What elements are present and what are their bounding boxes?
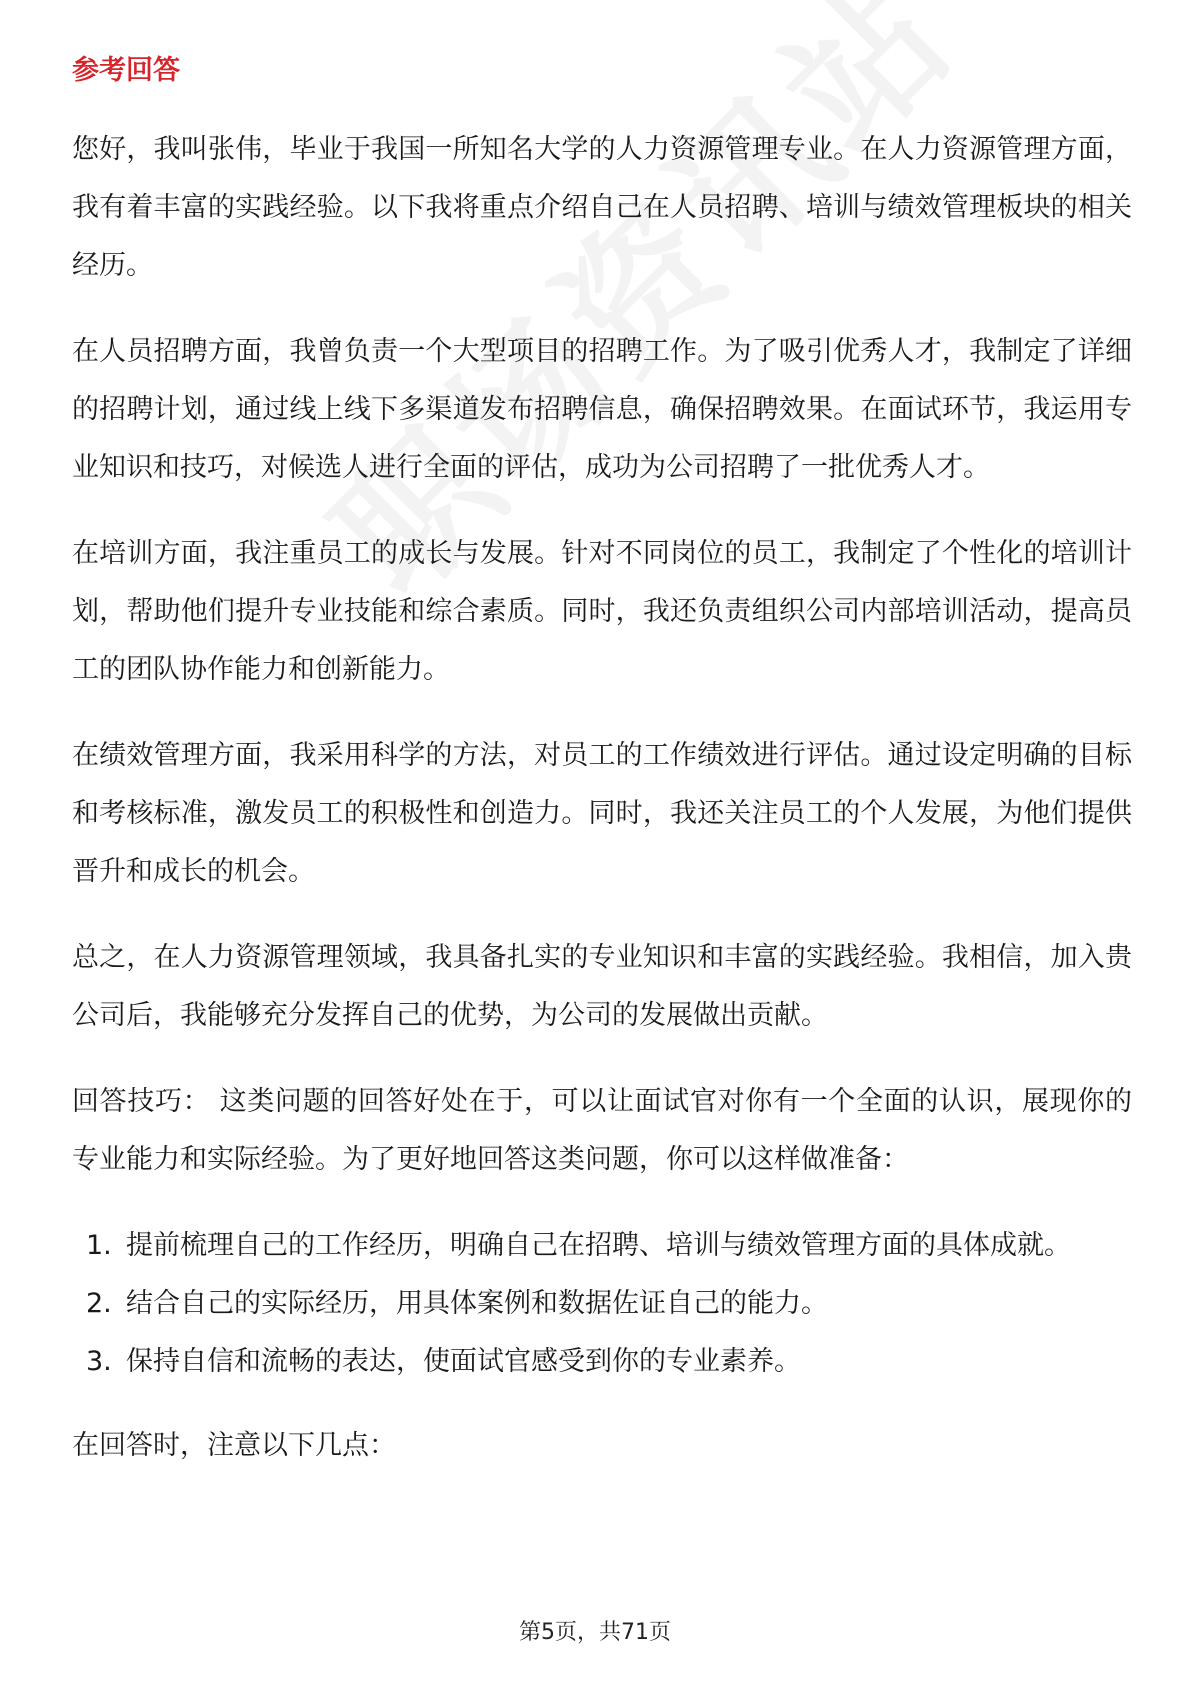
list-item-text: 结合自己的实际经历，用具体案例和数据佐证自己的能力。	[126, 1288, 828, 1319]
recruitment-paragraph: 在人员招聘方面，我曾负责一个大型项目的招聘工作。为了吸引优秀人才，我制定了详细的招聘计划，通过线上线下多渠道发布招聘信息，确保招聘效果。在面试环节，我运用专业知识和技巧，对候选人进行全面的评估，成功为公司招聘了一批优秀人才。	[72, 336, 1132, 483]
list-item-text: 保持自信和流畅的表达，使面试官感受到你的专业素养。	[126, 1346, 801, 1377]
page-footer: 第5页，共71页	[519, 1620, 671, 1645]
list-item	[72, 1333, 1132, 1391]
summary-paragraph: 总之，在人力资源管理领域，我具备扎实的专业知识和丰富的实践经验。我相信，加入贵公司后，我能够充分发挥自己的优势，为公司的发展做出贡献。	[72, 942, 1132, 1031]
list-item	[72, 1217, 1132, 1275]
list-number: 2.	[86, 1288, 112, 1319]
document-page	[72, 46, 1132, 1503]
list-number: 1.	[86, 1230, 112, 1261]
training-paragraph: 在培训方面，我注重员工的成长与发展。针对不同岗位的员工，我制定了个性化的培训计划，帮助他们提升专业技能和综合素质。同时，我还负责组织公司内部培训活动，提高员工的团队协作能力和创新能力。	[72, 538, 1132, 685]
list-item-text: 提前梳理自己的工作经历，明确自己在招聘、培训与绩效管理方面的具体成就。	[126, 1230, 1071, 1261]
section-title: 参考回答	[72, 55, 180, 86]
list-number: 3.	[86, 1346, 112, 1377]
tips-list	[72, 1217, 1132, 1391]
list-item	[72, 1275, 1132, 1333]
intro-paragraph: 您好，我叫张伟，毕业于我国一所知名大学的人力资源管理专业。在人力资源管理方面，我有着丰富的实践经验。以下我将重点介绍自己在人员招聘、培训与绩效管理板块的相关经历。	[72, 134, 1132, 281]
performance-paragraph: 在绩效管理方面，我采用科学的方法，对员工的工作绩效进行评估。通过设定明确的目标和考核标准，激发员工的积极性和创造力。同时，我还关注员工的个人发展，为他们提供晋升和成长的机会。	[72, 740, 1132, 887]
tips-paragraph: 回答技巧： 这类问题的回答好处在于，可以让面试官对你有一个全面的认识，展现你的专业能力和实际经验。为了更好地回答这类问题，你可以这样做准备：	[72, 1086, 1132, 1175]
closing-line: 在回答时，注意以下几点：	[72, 1430, 396, 1461]
